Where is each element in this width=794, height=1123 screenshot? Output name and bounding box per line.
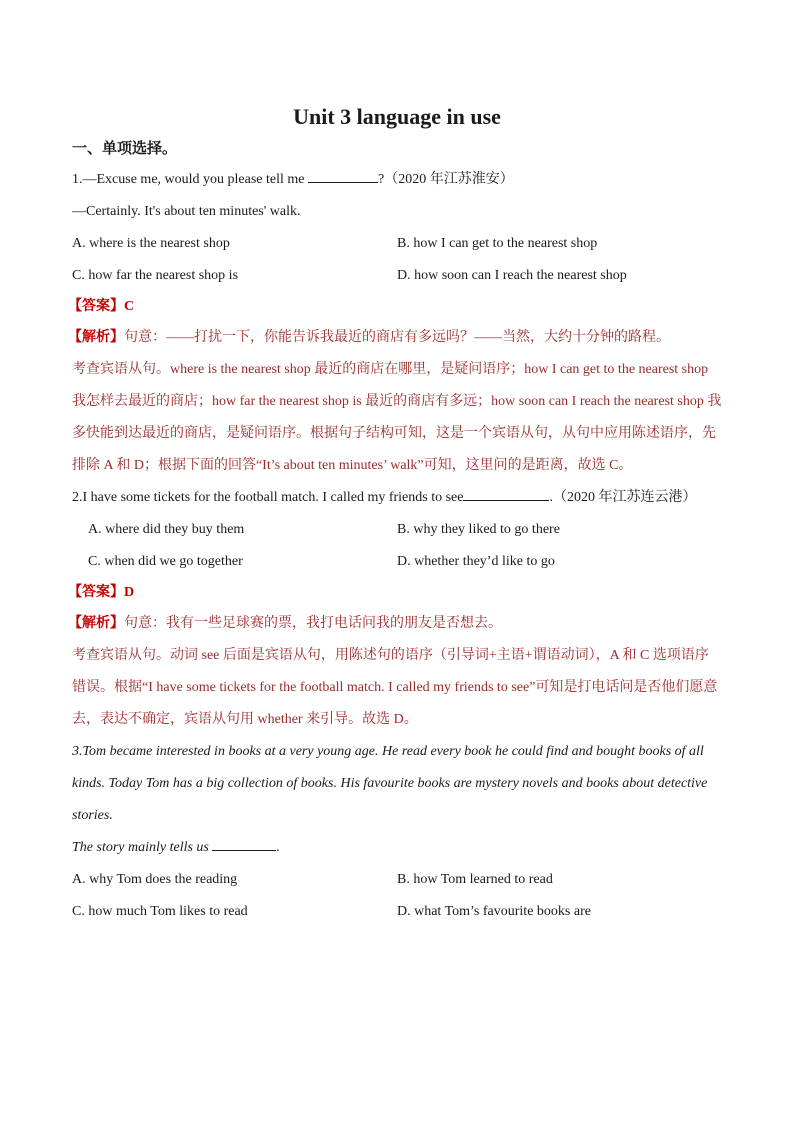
q1-analysis-body: 考查宾语从句。where is the nearest shop 最近的商店在哪里，是疑问语序；how I can get to the nearest shop 我怎样去最近的商店；how far the nearest shop is 最近的商店有多远；how soon can I reach the nearest shop 我多快能到达最近的商店，是疑问语序。根据句子结构可知，这是一个宾语从句，从句中应用陈述语序，先排除 A 和 D；根据下面的回答“It’s about ten minutes’ walk”可知，这里问的是距离，故选 C。 bbox=[72, 362, 722, 473]
q1-reply: —Certainly. It's about ten minutes' walk. bbox=[72, 204, 301, 219]
q3-option-a: A. why Tom does the reading bbox=[72, 872, 238, 887]
q1-option-d: D. how soon can I reach the nearest shop bbox=[397, 268, 627, 283]
q3-options-row-1 bbox=[72, 864, 722, 896]
q1-answer: 【答案】C bbox=[68, 299, 135, 314]
q1-analysis-meaning: 【解析】句意：——打扰一下，你能告诉我最近的商店有多远吗？——当然，大约十分钟的路程。 bbox=[68, 330, 670, 345]
q2-analysis-meaning: 【解析】句意：我有一些足球赛的票，我打电话问我的朋友是否想去。 bbox=[68, 616, 502, 631]
q2-answer: 【答案】D bbox=[68, 585, 135, 600]
q3-options-row-2 bbox=[72, 896, 722, 928]
section-heading: 一、单项选择。 bbox=[72, 141, 178, 157]
q2-option-c: C. when did we go together bbox=[88, 554, 243, 569]
document-page bbox=[68, 100, 722, 928]
q2-option-b: B. why they liked to go there bbox=[397, 522, 560, 537]
q2-options-row-1 bbox=[72, 514, 722, 546]
q1-options-row-2 bbox=[72, 260, 722, 292]
q1-option-b: B. how I can get to the nearest shop bbox=[397, 236, 598, 251]
q2-blank bbox=[463, 484, 549, 501]
q1-options-row-1 bbox=[72, 228, 722, 260]
q3-option-d: D. what Tom’s favourite books are bbox=[397, 904, 591, 919]
q3-passage: 3.Tom became interested in books at a very young age. He read every book he could find and bought books of all kinds. Today Tom has a big collection of books. His favourite books are mystery novels and books about detective stories. bbox=[72, 744, 708, 823]
page-title: Unit 3 language in use bbox=[293, 104, 501, 129]
q3-option-c: C. how much Tom likes to read bbox=[72, 904, 248, 919]
q2-option-a: A. where did they buy them bbox=[88, 522, 245, 537]
q2-option-d: D. whether they’d like to go bbox=[397, 554, 555, 569]
q3-blank bbox=[212, 834, 276, 851]
q1-option-c: C. how far the nearest shop is bbox=[72, 268, 239, 283]
q1-stem: 1.—Excuse me, would you please tell me ?（2020 年江苏淮安） bbox=[72, 164, 722, 196]
q3-option-b: B. how Tom learned to read bbox=[397, 872, 553, 887]
q2-analysis-body: 考查宾语从句。动词 see 后面是宾语从句，用陈述句的语序（引导词+主语+谓语动词），A 和 C 选项语序错误。根据“I have some tickets for the football match. I called my friends to see”可知是打电话问是否他们愿意去，表达不确定，宾语从句用 whether 来引导。故选 D。 bbox=[72, 648, 718, 727]
q2-options-row-2 bbox=[72, 546, 722, 578]
q1-option-a: A. where is the nearest shop bbox=[72, 236, 230, 251]
q1-blank bbox=[308, 166, 378, 183]
q3-stem: The story mainly tells us . bbox=[72, 832, 722, 864]
q2-stem: 2.I have some tickets for the football match. I called my friends to see .（2020 年江苏连云港） bbox=[72, 482, 722, 514]
